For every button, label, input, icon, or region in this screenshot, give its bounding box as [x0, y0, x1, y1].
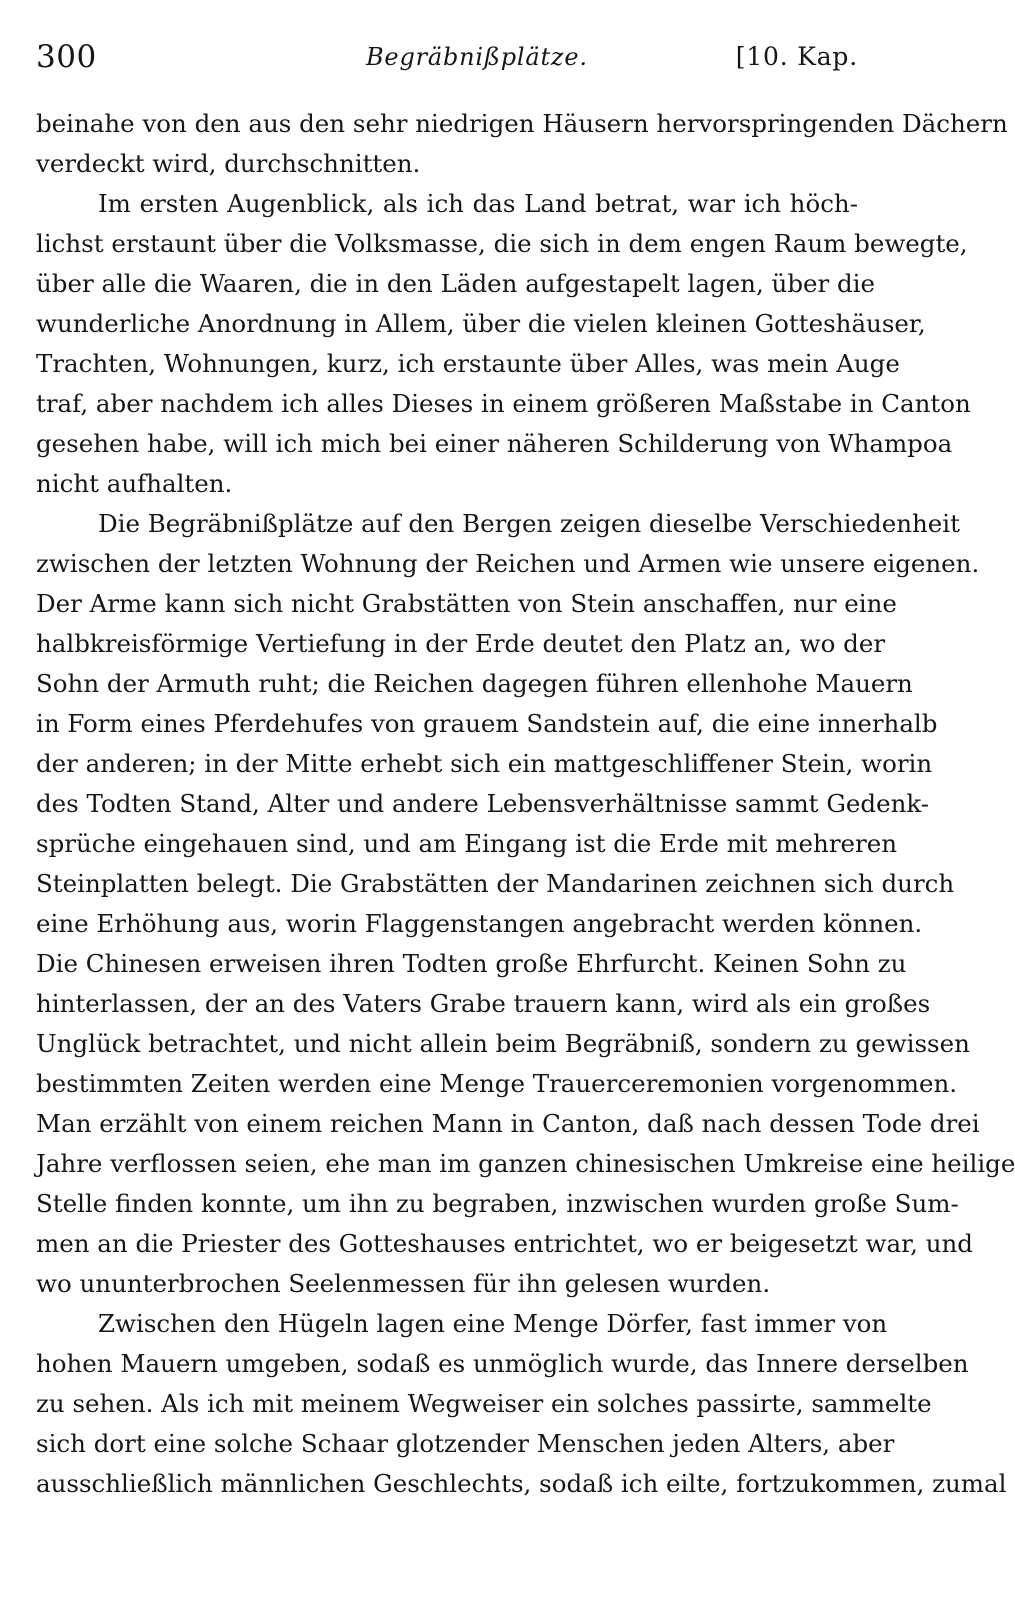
text-line: Zwischen den Hügeln lagen eine Menge Dörfer, fast immer von	[98, 1309, 888, 1338]
text-line: traf, aber nachdem ich alles Dieses in einem größeren Maßstabe in Canton	[36, 389, 971, 418]
text-line: ausschließlich männlichen Geschlechts, sodaß ich eilte, fortzukommen, zumal	[36, 1469, 1007, 1498]
text-line: halbkreisförmige Vertiefung in der Erde deutet den Platz an, wo der	[36, 629, 886, 658]
text-line: des Todten Stand, Alter und andere Lebensverhältnisse sammt Gedenk-	[36, 789, 930, 818]
text-line: Der Arme kann sich nicht Grabstätten von Stein anschaffen, nur eine	[36, 589, 897, 618]
text-line: Unglück betrachtet, und nicht allein beim Begräbniß, sondern zu gewissen	[36, 1029, 970, 1058]
text-line: hinterlassen, der an des Vaters Grabe trauern kann, wird als ein großes	[36, 989, 931, 1018]
running-head	[36, 40, 858, 84]
text-line: zu sehen. Als ich mit meinem Wegweiser ein solches passirte, sammelte	[36, 1389, 932, 1418]
text-line: sich dort eine solche Schaar glotzender Menschen jeden Alters, aber	[36, 1429, 895, 1458]
text-line: nicht aufhalten.	[36, 469, 233, 498]
text-line: über alle die Waaren, die in den Läden aufgestapelt lagen, über die	[36, 269, 876, 298]
text-line: hohen Mauern umgeben, sodaß es unmöglich wurde, das Innere derselben	[36, 1349, 969, 1378]
chapter-reference: [10. Kap.	[735, 42, 858, 71]
text-line: zwischen der letzten Wohnung der Reichen und Armen wie unsere eigenen.	[36, 549, 980, 578]
text-line: bestimmten Zeiten werden eine Menge Trauerceremonien vorgenommen.	[36, 1069, 958, 1098]
text-line: der anderen; in der Mitte erhebt sich ein mattgeschliffener Stein, worin	[36, 749, 933, 778]
text-line: Trachten, Wohnungen, kurz, ich erstaunte über Alles, was mein Auge	[36, 349, 900, 378]
text-line: Sohn der Armuth ruht; die Reichen dagegen führen ellenhohe Mauern	[36, 669, 913, 698]
text-line: wunderliche Anordnung in Allem, über die vielen kleinen Gotteshäuser,	[36, 309, 926, 338]
text-line: Stelle finden konnte, um ihn zu begraben, inzwischen wurden große Sum-	[36, 1189, 959, 1218]
text-line: lichst erstaunt über die Volksmasse, die sich in dem engen Raum bewegte,	[36, 229, 968, 258]
text-line: wo ununterbrochen Seelenmessen für ihn gelesen wurden.	[36, 1269, 771, 1298]
paragraph	[36, 184, 971, 504]
text-line: Man erzählt von einem reichen Mann in Canton, daß nach dessen Tode drei	[36, 1109, 980, 1138]
text-line: in Form eines Pferdehufes von grauem Sandstein auf, die eine innerhalb	[36, 709, 938, 738]
text-line: Im ersten Augenblick, als ich das Land betrat, war ich höch-	[98, 189, 858, 218]
body-text	[36, 104, 1015, 1504]
text-line: Die Chinesen erweisen ihren Todten große Ehrfurcht. Keinen Sohn zu	[36, 949, 907, 978]
text-line: men an die Priester des Gotteshauses entrichtet, wo er beigesetzt war, und	[36, 1229, 973, 1258]
paragraph	[36, 504, 1015, 1304]
paragraph	[36, 1304, 1007, 1504]
page-number: 300	[36, 39, 97, 75]
text-line: eine Erhöhung aus, worin Flaggenstangen angebracht werden können.	[36, 909, 923, 938]
text-line: Die Begräbnißplätze auf den Bergen zeigen dieselbe Verschiedenheit	[98, 509, 960, 538]
text-line: verdeckt wird, durchschnitten.	[36, 149, 421, 178]
text-line: gesehen habe, will ich mich bei einer näheren Schilderung von Whampoa	[36, 429, 953, 458]
text-line: Jahre verflossen seien, ehe man im ganzen chinesischen Umkreise eine heilige	[36, 1149, 1015, 1178]
running-title: Begräbnißplätze.	[366, 43, 588, 71]
text-line: sprüche eingehauen sind, und am Eingang ist die Erde mit mehreren	[36, 829, 898, 858]
paragraph	[36, 104, 1008, 184]
text-line: Steinplatten belegt. Die Grabstätten der Mandarinen zeichnen sich durch	[36, 869, 955, 898]
text-line: beinahe von den aus den sehr niedrigen Häusern hervorspringenden Dächern	[36, 109, 1008, 138]
